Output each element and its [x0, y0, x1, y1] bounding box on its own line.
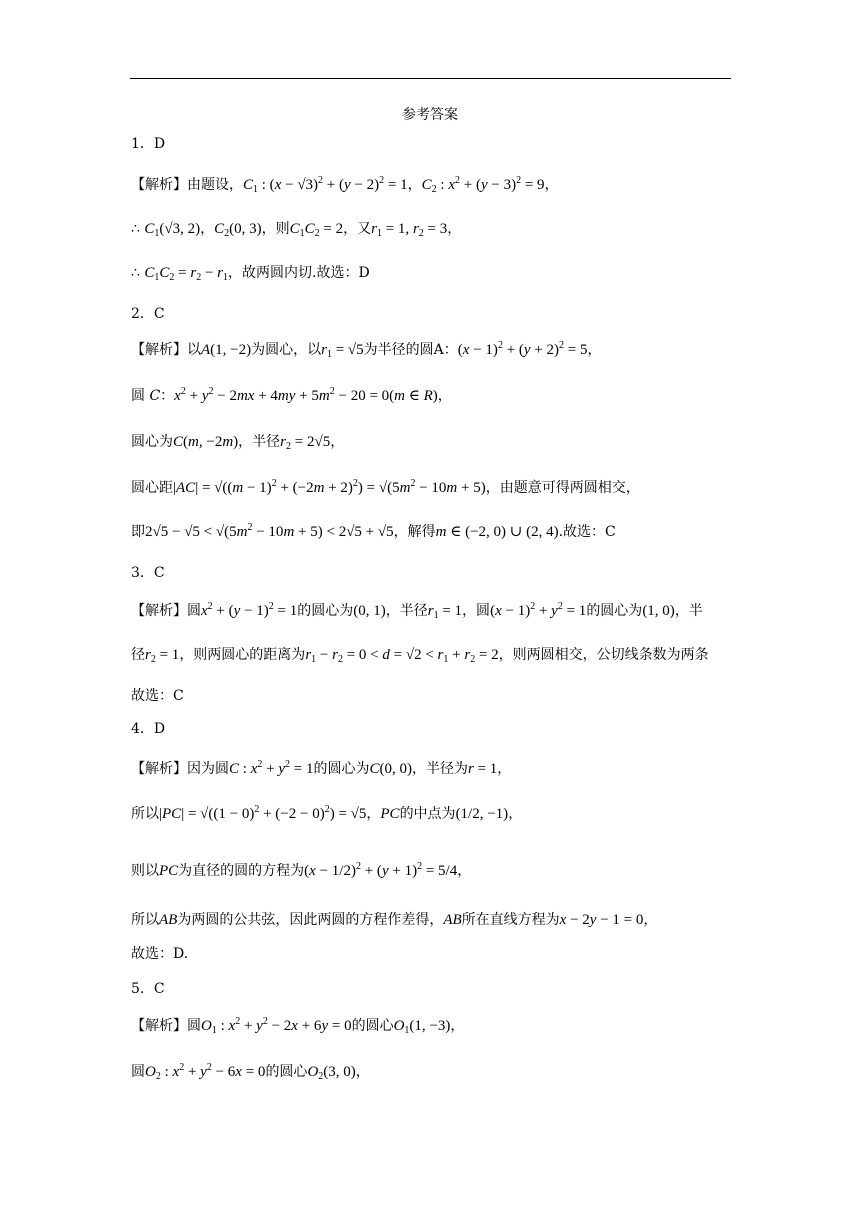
- answer-heading-5: 5．C: [131, 981, 165, 997]
- answer-heading-3: 3．C: [131, 565, 165, 581]
- analysis-line: 【解析】由题设，$C_1$ : $(x - √3)^2 + (y - 2)^2 = 1$，$C_2$ : $x^2 + (y - 3)^2 = 9$，: [131, 175, 559, 195]
- page-title: 参考答案: [402, 107, 458, 123]
- answer-heading-2: 2．C: [131, 306, 165, 322]
- analysis-line: 圆心为C(m, −2m)，半径$r_2 = 2√5$，: [131, 434, 345, 452]
- analysis-line: ∴ $C_1(√3$, 2)，$C_2(0$, 3)，则$C_1C_2 = 2$，又$r_1 = 1$, $r_2 = 3$，: [131, 221, 462, 239]
- analysis-line: 【解析】圆$x^2 + (y - 1)^2 = 1$的圆心为(0, 1)，半径$r_1 = 1$，圆$(x - 1)^2 + y^2 = 1$的圆心为(1, 0)，半: [131, 601, 703, 621]
- analysis-line: 【解析】以A(1, −2)为圆心，以$r_1 = √5$为半径的圆A：$(x - 1)^2 + (y + 2)^2 = 5$，: [131, 340, 602, 360]
- analysis-line: 圆心距$|AC| = √((m - 1)^2 + (-2m + 2)^2) = √(5m^2 - 10m + 5)$，由题意可得两圆相交，: [131, 478, 640, 496]
- analysis-line: 【解析】因为圆C : $x^2 + y^2 = 1$的圆心为C(0, 0)，半径为r = 1，: [131, 759, 512, 777]
- analysis-line: 径$r_2 = 1$，则两圆心的距离为$r_1 - r_2 = 0 < d = √2 < r_1 + r_2 = 2$，则两圆相交，公切线条数为两条: [131, 647, 709, 665]
- analysis-line: 【解析】圆$O_1$ : $x^2 + y^2 - 2x + 6y = 0$的圆心$O_1(1$, −3)，: [131, 1016, 465, 1036]
- analysis-line: 圆$O_2$ : $x^2 + y^2 - 6x = 0$的圆心$O_2(3$, 0)，: [131, 1062, 370, 1082]
- analysis-line: 所以$|PC| = √((1 - 0)^2 + (-2 - 0)^2) = √5$，PC的中点为(1/2, −1)，: [131, 804, 523, 822]
- analysis-line: 则以PC为直径的圆的方程为$(x - 1/2)^2 + (y + 1)^2 = 5/4$，: [131, 861, 472, 879]
- analysis-line: 故选：C: [131, 688, 184, 704]
- analysis-line: 故选：D.: [131, 946, 189, 962]
- answer-heading-1: 1．D: [131, 136, 166, 152]
- answer-heading-4: 4．D: [131, 721, 166, 737]
- analysis-line: 即$2√5 - √5 < √(5m^2 - 10m + 5) < 2√5 + √5$，解得m ∈ (−2, 0) ∪ (2, 4).故选：C: [131, 522, 616, 540]
- analysis-line: 圆 C：$x^2 + y^2 - 2mx + 4my + 5m^2 - 20 = 0(m$ ∈ R)，: [131, 386, 452, 404]
- header-rule: [130, 78, 731, 79]
- analysis-line: ∴ $C_1C_2 = r_2 - r_1$，故两圆内切.故选：D: [131, 265, 370, 283]
- analysis-line: 所以AB为两圆的公共弦，因此两圆的方程作差得，AB所在直线方程为x − 2y − 1 = 0，: [131, 912, 658, 928]
